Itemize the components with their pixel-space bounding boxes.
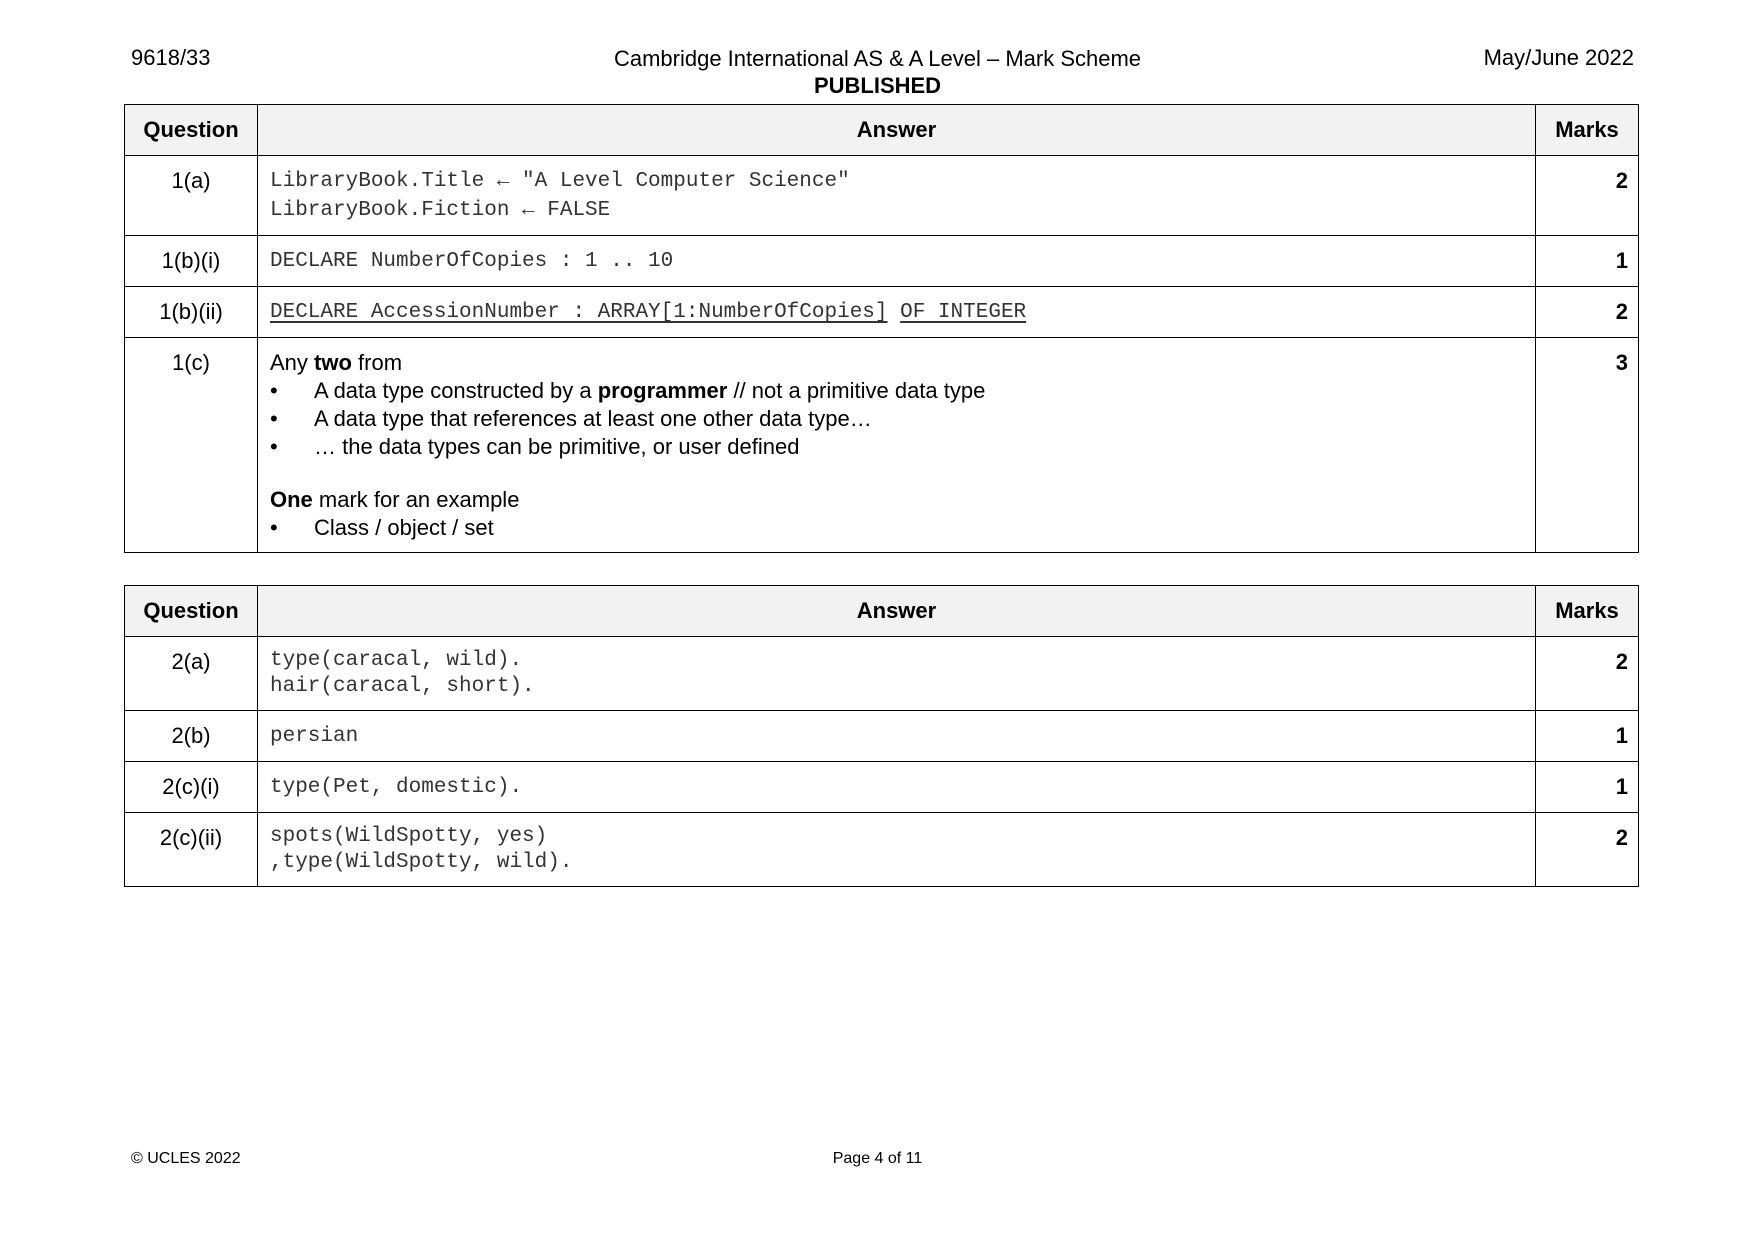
answer-cell (258, 711, 1536, 762)
question-number: 1(c) (125, 338, 258, 553)
code-line: hair(caracal, short). (270, 675, 535, 698)
answer-points (270, 377, 1523, 461)
marks-value: 2 (1536, 637, 1639, 711)
question-header: Question (125, 586, 258, 637)
copyright-notice: © UCLES 2022 (131, 1150, 241, 1167)
table-row (125, 762, 1639, 813)
code-line: ,type(WildSpotty, wild). (270, 851, 573, 874)
published-label: PUBLISHED (813, 73, 942, 98)
paper-code: 9618/33 (131, 45, 211, 70)
answer-cell (258, 813, 1536, 887)
example-points (270, 514, 1523, 542)
mark-point-1: DECLARE AccessionNumber : ARRAY[1:NumberOfCopies] (270, 301, 888, 324)
code-line: DECLARE NumberOfCopies : 1 .. 10 (270, 250, 674, 273)
intro-emphasis: two (314, 350, 352, 375)
point-text: // not a primitive data type (727, 378, 986, 403)
answer-intro (270, 349, 1523, 377)
marks-header: Marks (1536, 105, 1639, 156)
question-number: 1(b)(ii) (125, 287, 258, 338)
table-row (125, 711, 1639, 762)
answer-header: Answer (258, 586, 1536, 637)
point-emphasis: programmer (597, 378, 728, 403)
answer-cell (258, 287, 1536, 338)
list-item: • Class / object / set (270, 514, 1523, 542)
table-row (125, 156, 1639, 236)
answer-cell (258, 338, 1536, 553)
example-emphasis: One (270, 487, 313, 512)
answer-cell (258, 637, 1536, 711)
code-line: LibraryBook.Fiction ← FALSE (270, 199, 611, 222)
spacer (270, 461, 1523, 486)
code-line: type(Pet, domestic). (270, 776, 523, 799)
answer-header: Answer (258, 105, 1536, 156)
answer-cell (258, 236, 1536, 287)
exam-session: May/June 2022 (1483, 45, 1634, 70)
marks-value: 2 (1536, 287, 1639, 338)
example-intro (270, 486, 1523, 514)
mark-scheme-table-2 (124, 585, 1639, 887)
answer-cell (258, 762, 1536, 813)
mark-scheme-table-1 (124, 104, 1639, 553)
document-title: Cambridge International AS & A Level – Mark Scheme (613, 46, 1142, 71)
marks-value: 1 (1536, 711, 1639, 762)
table-header-row (125, 105, 1639, 156)
code-line: spots(WildSpotty, yes) (270, 825, 548, 848)
marks-value: 1 (1536, 762, 1639, 813)
list-item: • … the data types can be primitive, or user defined (270, 433, 1523, 461)
marks-value: 2 (1536, 813, 1639, 887)
question-number: 1(b)(i) (125, 236, 258, 287)
question-number: 1(a) (125, 156, 258, 236)
table-row (125, 287, 1639, 338)
code-line: persian (270, 725, 359, 748)
table-row (125, 338, 1639, 553)
mark-point-2: OF INTEGER (900, 301, 1027, 324)
example-text: mark for an example (312, 487, 520, 512)
code-line: LibraryBook.Title ← "A Level Computer Science" (270, 170, 850, 193)
marks-value: 3 (1536, 338, 1639, 553)
marks-header: Marks (1536, 586, 1639, 637)
list-item: • A data type that references at least one other data type… (270, 405, 1523, 433)
answer-cell (258, 156, 1536, 236)
page-number: Page 4 of 11 (832, 1150, 923, 1167)
marks-value: 1 (1536, 236, 1639, 287)
table-row (125, 813, 1639, 887)
intro-text: Any (270, 350, 315, 375)
point-text: A data type constructed by a (314, 378, 598, 403)
question-header: Question (125, 105, 258, 156)
marks-value: 2 (1536, 156, 1639, 236)
question-number: 2(c)(ii) (125, 813, 258, 887)
code-line (270, 298, 1523, 327)
table-row (125, 637, 1639, 711)
question-number: 2(c)(i) (125, 762, 258, 813)
list-item (270, 377, 1523, 405)
question-number: 2(a) (125, 637, 258, 711)
table-header-row (125, 586, 1639, 637)
question-number: 2(b) (125, 711, 258, 762)
code-line: type(caracal, wild). (270, 649, 523, 672)
intro-text: from (351, 350, 403, 375)
table-row (125, 236, 1639, 287)
